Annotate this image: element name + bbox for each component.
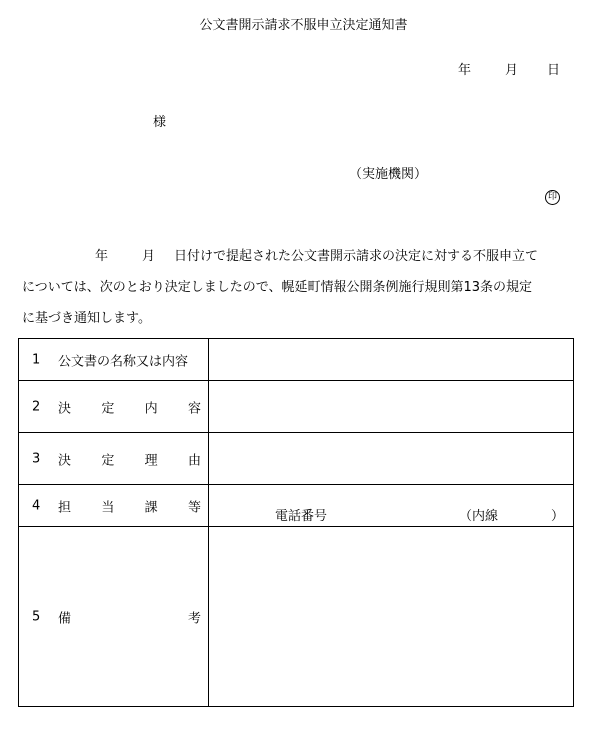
body-line-1-text: 日付けで提起された公文書開示請求の決定に対する不服申立て xyxy=(174,249,539,264)
table-row xyxy=(19,433,574,485)
row-label-char: 定 xyxy=(101,401,115,416)
row-label-char: 決 xyxy=(58,453,72,468)
row-label-char: 内 xyxy=(144,401,158,416)
body-line-3: に基づき通知します。 xyxy=(22,311,151,326)
remarks-field[interactable] xyxy=(209,527,574,707)
date-year: 年 xyxy=(458,63,472,78)
row-label-char: 決 xyxy=(58,401,72,416)
row-label-char: 由 xyxy=(187,453,201,468)
row-label-char: 課 xyxy=(144,500,158,515)
row-number: 1 xyxy=(32,352,41,367)
row-label-cell xyxy=(19,485,209,527)
body-line-2: については、次のとおり決定しましたので、幌延町情報公開条例施行規則第13条の規定 xyxy=(22,280,533,295)
row-label-char: 考 xyxy=(187,611,201,626)
table-row xyxy=(19,339,574,381)
row-number: 5 xyxy=(32,609,41,624)
row-label xyxy=(58,397,201,416)
seal-mark: 印 xyxy=(545,190,560,205)
row-label-cell xyxy=(19,339,209,381)
date-day: 日 xyxy=(547,63,561,78)
row-label-char: 理 xyxy=(144,453,158,468)
row-number: 3 xyxy=(32,451,41,466)
row-label-char: 備 xyxy=(58,611,72,626)
body-year: 年 xyxy=(95,249,109,264)
table-row xyxy=(19,485,574,527)
organization-label: （実施機関） xyxy=(349,167,428,182)
row-label xyxy=(58,607,201,626)
row-label: 公文書の名称又は内容 xyxy=(58,354,189,369)
addressee-suffix: 様 xyxy=(153,115,167,130)
table-row xyxy=(19,527,574,707)
row-label xyxy=(58,496,201,515)
row-label-cell xyxy=(19,433,209,485)
row-label-char: 容 xyxy=(187,401,201,416)
row-label-char: 定 xyxy=(101,453,115,468)
extension-label: （内線 xyxy=(459,509,499,524)
row-number: 2 xyxy=(32,399,41,414)
decision-reason-field[interactable] xyxy=(209,433,574,485)
date-month: 月 xyxy=(505,63,519,78)
row-number: 4 xyxy=(32,498,41,513)
row-label-char: 等 xyxy=(187,500,201,515)
phone-label: 電話番号 xyxy=(275,509,328,524)
row-label-char: 当 xyxy=(101,500,115,515)
extension-close: ） xyxy=(551,509,565,524)
row-label-cell xyxy=(19,527,209,707)
notice-form-table xyxy=(18,338,574,707)
document-name-field[interactable] xyxy=(209,339,574,381)
document-title: 公文書開示請求不服申立決定通知書 xyxy=(199,18,408,33)
body-month: 月 xyxy=(142,249,156,264)
department-field[interactable] xyxy=(209,485,574,527)
body-line-1 xyxy=(22,245,538,264)
row-label-char: 担 xyxy=(58,500,72,515)
table-row xyxy=(19,381,574,433)
date-field xyxy=(458,59,560,78)
decision-content-field[interactable] xyxy=(209,381,574,433)
row-label-cell xyxy=(19,381,209,433)
row-label xyxy=(58,449,201,468)
